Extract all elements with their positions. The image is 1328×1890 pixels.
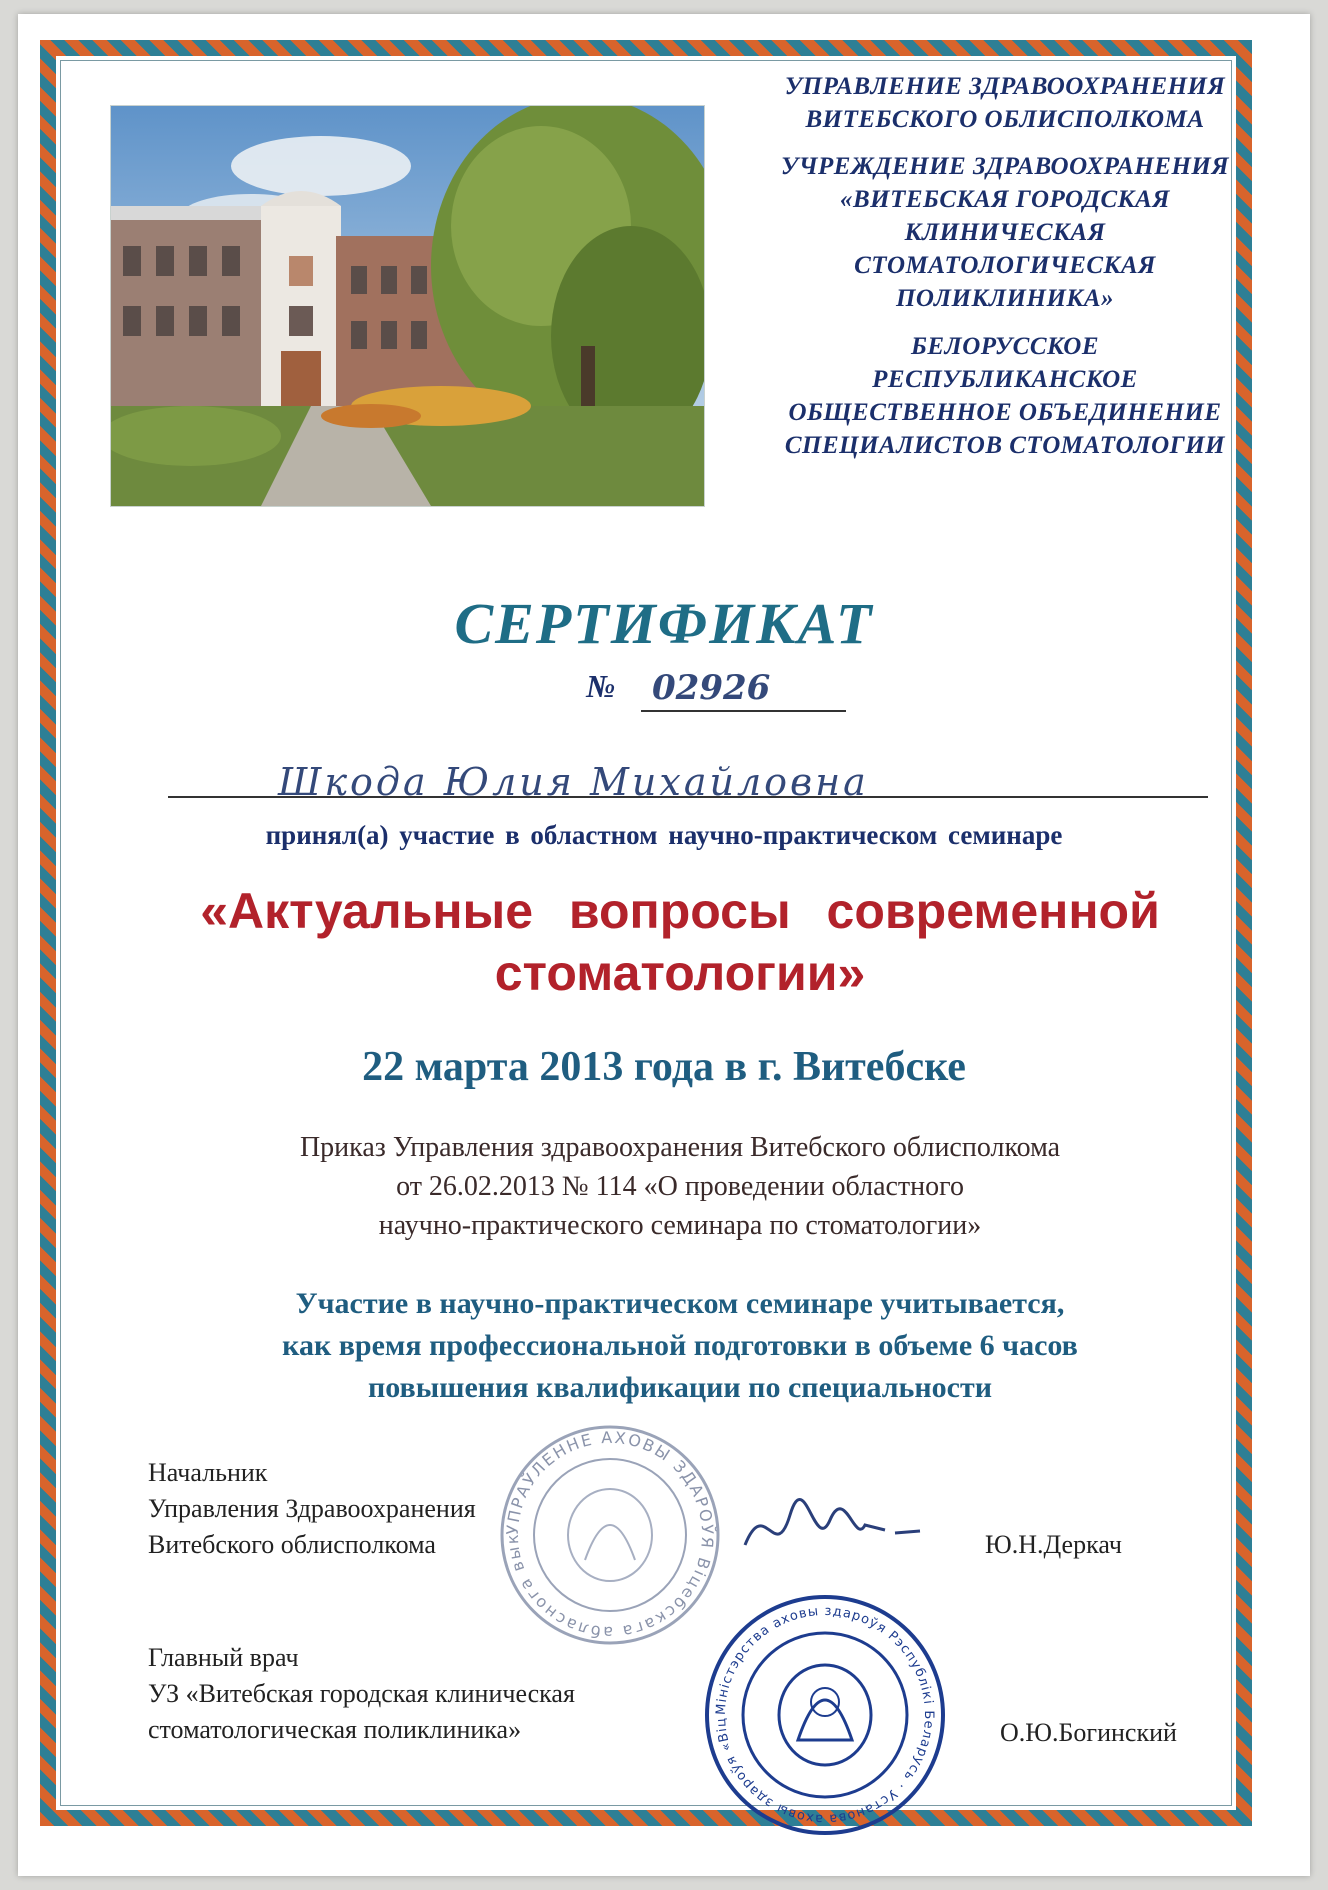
signature-derkach [735, 1485, 935, 1580]
department-seal-text: УПРАЎЛЕННЕ АХОВЫ ЗДАРОЎЯ Віцебскага абласнога вык [502, 1427, 718, 1643]
polyclinic-seal-text: Міністэрства аховы здароўя Рэспублікі Беларусь · Установа аховы здароўя «Віц [713, 1603, 937, 1827]
building-photo [110, 105, 705, 507]
signatory-1-name: Ю.Н.Деркач [985, 1530, 1122, 1559]
polyclinic-seal [700, 1590, 950, 1845]
svg-text:УПРАЎЛЕННЕ АХОВЫ ЗДАРОЎЯ Віцеб [495, 1420, 717, 1642]
department-seal [495, 1420, 725, 1655]
number-value: 02926 [652, 668, 771, 708]
qualification-note: Участие в научно-практическом семинаре учитывается, как время профессиональной подготовки в объеме 6 часов повышения квалификации по специальности [282, 1287, 1078, 1404]
certificate-title: СЕРТИФИКАТ [454, 591, 874, 656]
holder-name: Шкода Юлия Михайловна [278, 760, 869, 804]
signatory-2-position: Главный врач УЗ «Витебская городская клиническая стоматологическая поликлиника» [148, 1643, 575, 1744]
org-health-department: УПРАВЛЕНИЕ ЗДРАВООХРАНЕНИЯ ВИТЕБСКОГО ОБЛИСПОЛКОМА [784, 73, 1226, 133]
signatory-2-name: О.Ю.Богинский [1000, 1718, 1177, 1747]
org-dental-association: БЕЛОРУССКОЕ РЕСПУБЛИКАНСКОЕ ОБЩЕСТВЕННОЕ ОБЪЕДИНЕНИЕ СПЕЦИАЛИСТОВ СТОМАТОЛОГИИ [784, 333, 1226, 459]
order-text: Приказ Управления здравоохранения Витебского облисполкома от 26.02.2013 № 114 «О проведении областного научно-практического семинара по стоматологии» [299, 1132, 1061, 1241]
number-label: № [586, 668, 616, 704]
date-place: 22 марта 2013 года в г. Витебске [362, 1044, 966, 1090]
number-underline [641, 710, 846, 712]
signatory-1-position: Начальник Управления Здравоохранения Витебского облисполкома [148, 1458, 476, 1559]
org-polyclinic: УЧРЕЖДЕНИЕ ЗДРАВООХРАНЕНИЯ «ВИТЕБСКАЯ ГОРОДСКАЯ КЛИНИЧЕСКАЯ СТОМАТОЛОГИЧЕСКАЯ ПОЛИКЛИНИКА» [780, 153, 1230, 312]
certificate-number [586, 668, 846, 718]
name-underline [168, 796, 1208, 798]
participation-text: принял(а) участие в областном научно-практическом семинаре [265, 820, 1063, 850]
seminar-title: «Актуальные вопросы современной стоматологии» [200, 883, 1160, 1001]
